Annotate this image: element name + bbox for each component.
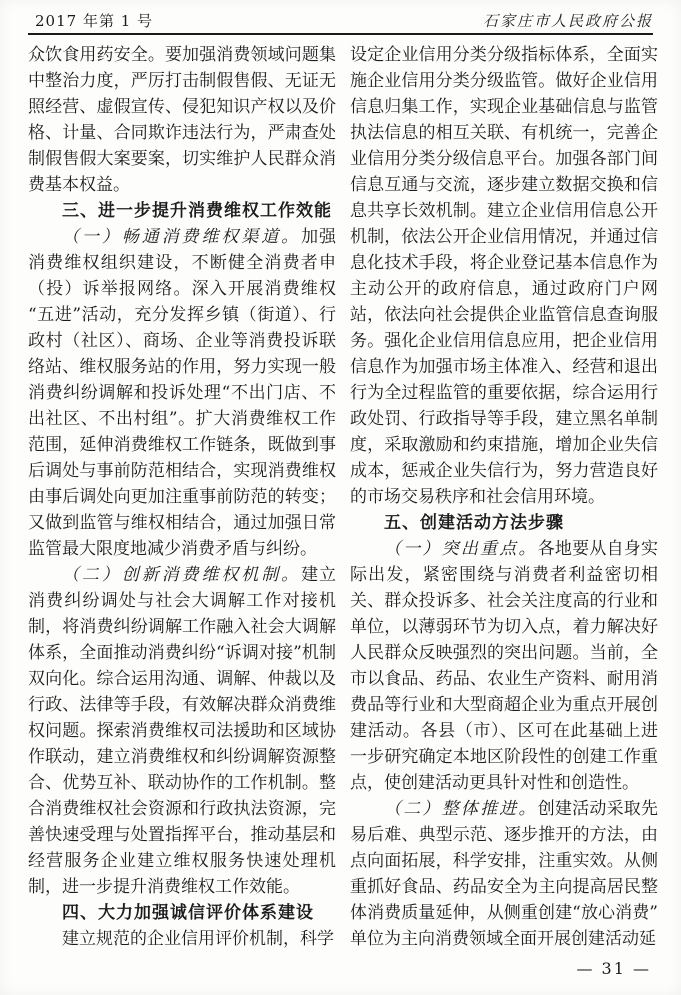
- paragraph-lead: （一）畅通消费维权渠道。: [62, 227, 302, 247]
- paragraph-text: 建立消费纠纷调处与社会大调解工作对接机制，将消费纠纷调解工作融入社会大调解体系，全面推动消费纠纷“诉调对接”机制双向化。综合运用沟通、调解、仲裁以及行政、法律等手段，有效解决群众消费维权问题。探索消费维权司法援助和区域协作联动，建立消费维权和纠纷调解资源整合、优势互补、联动协作的工作机制。整合消费维权社会资源和行政执法资源，完善快速受理与处置指挥平台，推动基层和经营服务企业建立维权服务快速处理机制，进一步提升消费维权工作效能。: [28, 565, 337, 897]
- paragraph: [28, 224, 336, 562]
- paragraph: 设定企业信用分类分级指标体系，全面实施企业信用分类分级监管。做好企业信用信息归集工作，实现企业基础信息与监管执法信息的相互关联、有机统一，完善企业信用分类分级信息平台。加强各部门间信息互通与交流，逐步建立数据交换和信息共享长效机制。建立企业信用信息公开机制，依法公开企业信用情况，并通过信息化技术手段，将企业登记基本信息作为主动公开的政府信息，通过政府门户网站，依法向社会提供企业监管信息查询服务。强化企业信用信息应用，把企业信用信息作为加强市场主体准入、经营和退出行为全过程监管的重要依据，综合运用行政处罚、行政指导等手段，建立黑名单制度，采取激励和约束措施，增加企业失信成本，惩戒企业失信行为，努力营造良好的市场交易秩序和社会信用环境。: [350, 45, 658, 507]
- paragraph-text: 加强消费维权组织建设，不断健全消费者申（投）诉举报网络。深入开展消费维权“五进”活动，充分发挥乡镇（街道）、行政村（社区）、商场、企业等消费投诉联络站、维权服务站的作用，努力实现一般消费纠纷调解和投诉处理“不出门店、不出社区、不出村组”。扩大消费维权工作范围，延伸消费维权工作链条，既做到事后调处与事前防范相结合，实现消费维权由事后调处向更加注重事前防范的转变；又做到监管与维权相结合，通过加强日常监管最大限度地减少消费矛盾与纠纷。: [28, 227, 337, 559]
- paragraph-text: 创建活动采取先易后难、典型示范、逐步推开的方法，由点向面拓展，科学安排，注重实效。从侧重抓好食品、药品安全为主向提高居民整体消费质量延伸，从侧重创建“放心消费”单位为主向消费领域全面开展创建活动延: [350, 799, 659, 949]
- paragraph: [350, 796, 658, 952]
- section-heading-5: 五、创建活动方法步骤: [384, 513, 564, 533]
- paragraph: 建立规范的企业信用评价机制，科学: [62, 929, 334, 949]
- page-body: [28, 42, 658, 952]
- page-header: [35, 11, 653, 31]
- paragraph-lead: （二）整体推进。: [384, 799, 538, 819]
- issue-label: 2017 年第 1 号: [35, 12, 154, 30]
- paragraph-lead: （一）突出重点。: [384, 539, 538, 559]
- publication-title: 石家庄市人民政府公报: [482, 12, 653, 30]
- right-column: [350, 42, 658, 952]
- page-number: — 31 —: [576, 959, 651, 978]
- paragraph-lead: （二）创新消费维权机制。: [62, 565, 302, 585]
- header-rule: [28, 33, 653, 35]
- paragraph-text: 各地要从自身实际出发，紧密围绕与消费者利益密切相关、群众投诉多、社会关注度高的行业和单位，以薄弱环节为切入点，着力解决好人民群众反映强烈的突出问题。当前，全市以食品、药品、农业生产资料、耐用消费品等行业和大型商超企业为重点开展创建活动。各县（市）、区可在此基础上进一步研究确定本地区阶段性的创建工作重点，使创建活动更具针对性和创造性。: [350, 539, 659, 793]
- left-column: [28, 42, 336, 952]
- section-heading-3: 三、进一步提升消费维权工作效能: [62, 201, 332, 221]
- paragraph: [350, 536, 658, 796]
- section-heading-4: 四、大力加强诚信评价体系建设: [62, 903, 314, 923]
- paragraph: [28, 562, 336, 900]
- paragraph: 众饮食用药安全。要加强消费领域问题集中整治力度，严厉打击制假售假、无证无照经营、虚假宣传、侵犯知识产权以及价格、计量、合同欺诈违法行为，严肃查处制假售假大案要案，切实维护人民群众消费基本权益。: [28, 45, 336, 195]
